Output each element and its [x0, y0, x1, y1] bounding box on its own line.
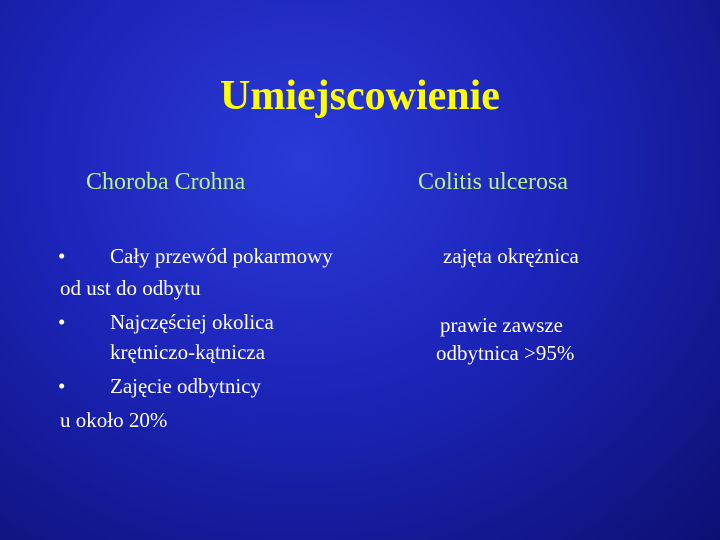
left-item-1-continuation: od ust do odbytu [60, 276, 201, 300]
slide-title: Umiejscowienie [220, 73, 500, 119]
right-item-1: zajęta okrężnica [443, 244, 579, 268]
left-item-3: Zajęcie odbytnicy [110, 374, 262, 398]
left-item-2: Najczęściej okolica [110, 310, 274, 334]
left-item-1: Cały przewód pokarmowy [110, 244, 333, 268]
bullet-point: • [58, 310, 66, 334]
left-item-3-continuation: u około 20% [60, 408, 168, 432]
left-column-heading: Choroba Crohna [86, 169, 246, 195]
right-item-2-continuation: odbytnica >95% [436, 341, 575, 365]
right-item-2: prawie zawsze [440, 313, 564, 337]
bullet-point: • [58, 244, 66, 268]
left-item-2-continuation: krętniczo-kątnicza [110, 340, 266, 364]
right-column-heading: Colitis ulcerosa [418, 169, 568, 195]
bullet-point: • [58, 374, 66, 398]
